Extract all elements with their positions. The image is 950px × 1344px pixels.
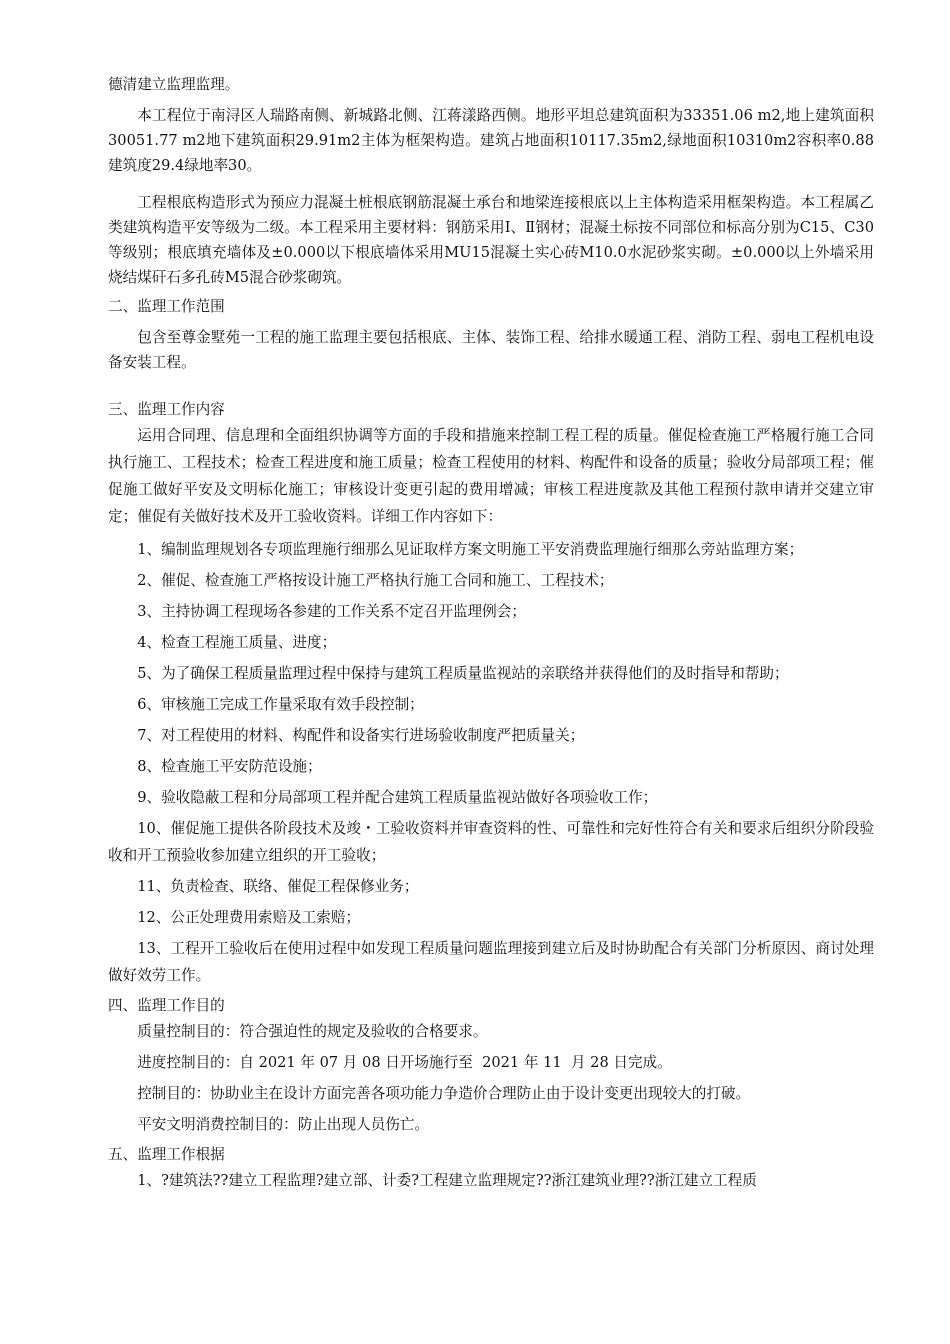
- section-4-heading: 四、监理工作目的: [108, 997, 225, 1014]
- section-5-item-1: 1、?建筑法??建立工程监理?建立部、计委?工程建立监理规定??浙江建筑业理??浙江建立工程质: [137, 1172, 757, 1189]
- section-3-heading: 三、监理工作内容: [108, 401, 225, 418]
- section-3-body: 运用合同理、信息理和全面组织协调等方面的手段和措施来控制工程工程的质量。催促检查施工严格履行施工合同执行施工、工程技术；检查工程进度和施工质量；检查工程使用的材料、构配件和设备的质量；验收分局部项工程；催促施工做好平安及文明标化施工；审核设计变更引起的费用增减；审核工程进度款及其他工程预付款申请并交建立审定；催促有关做好技术及开工验收资料。详细工作内容如下：: [108, 427, 874, 525]
- cost-goal: 控制目的：协助业主在设计方面完善各项功能力争造价合理防止由于设计变更出现较大的打破。: [137, 1085, 751, 1102]
- list-item: 4、检查工程施工质量、进度；: [137, 634, 337, 651]
- list-item: 3、主持协调工程现场各参建的工作关系不定召开监理例会；: [137, 603, 526, 620]
- schedule-goal: 进度控制目的：自 2021 年 07 月 08 日开场施行至 2021 年 11 月 28 日完成。: [137, 1054, 672, 1071]
- safety-goal: 平安文明消费控制目的：防止出现人员伤亡。: [137, 1116, 430, 1133]
- project-location-paragraph: 本工程位于南浔区人瑞路南侧、新城路北侧、江蒋漾路西侧。地形平坦总建筑面积为33351.06 m2,地上建筑面积30051.77 m2地下建筑面积29.91m2主体为框架构造。建筑占地面积10117.35m2,绿地面积10310m2容积率0.88建筑度29.4绿地率30。: [108, 107, 874, 174]
- list-item: 6、审核施工完成工作量采取有效手段控制；: [137, 696, 424, 713]
- list-item: 1、编制监理规划各专项监理施行细那么见证取样方案文明施工平安消费监理施行细那么旁站监理方案；: [137, 541, 804, 558]
- list-item: 12、公正处理费用索赔及工索赔；: [137, 909, 361, 926]
- list-item: 10、催促施工提供各阶段技术及竣・工验收资料并审查资料的性、可靠性和完好性符合有关和要求后组织分阶段验收和开工预验收参加建立组织的开工验收；: [108, 820, 874, 864]
- section-2-heading: 二、监理工作范围: [108, 298, 225, 315]
- section-2-body: 包含至尊金墅苑一工程的施工监理主要包括根底、主体、装饰工程、给排水暖通工程、消防工程、弱电工程机电设备安装工程。: [108, 329, 874, 371]
- section-5-heading: 五、监理工作根据: [108, 1146, 225, 1163]
- list-item: 13、工程开工验收后在使用过程中如发现工程质量问题监理接到建立后及时协助配合有关部门分析原因、商讨处理做好效劳工作。: [108, 940, 874, 984]
- section-3-list: [108, 536, 874, 989]
- list-item: 5、为了确保工程质量监理过程中保持与建筑工程质量监视站的亲联络并获得他们的及时指导和帮助；: [137, 665, 789, 682]
- list-item: 8、检查施工平安防范设施；: [137, 758, 322, 775]
- list-item: 9、验收隐蔽工程和分局部项工程并配合建筑工程质量监视站做好各项验收工作；: [137, 789, 658, 806]
- list-item: 2、催促、检查施工严格按设计施工严格执行施工合同和施工、工程技术；: [137, 572, 614, 589]
- list-item: 7、对工程使用的材料、构配件和设备实行进场验收制度严把质量关；: [137, 727, 585, 744]
- project-structure-paragraph: 工程根底构造形式为预应力混凝土桩根底钢筋混凝土承台和地梁连接根底以上主体构造采用框架构造。本工程属乙类建筑构造平安等级为二级。本工程采用主要材料：钢筋采用Ⅰ、Ⅱ钢材；混凝土标按不同部位和标高分别为C15、C30等级别；根底填充墙体及±0.000以下根底墙体采用MU15混凝土实心砖M10.0水泥砂浆实砌。±0.000以上外墙采用烧结煤矸石多孔砖M5混合砂浆砌筑。: [108, 194, 874, 286]
- document-page: [108, 72, 874, 1198]
- quality-goal: 质量控制目的：符合强迫性的规定及验收的合格要求。: [137, 1023, 488, 1040]
- intro-line: 德清建立监理监理。: [108, 76, 240, 93]
- list-item: 11、负责检查、联络、催促工程保修业务；: [137, 878, 419, 895]
